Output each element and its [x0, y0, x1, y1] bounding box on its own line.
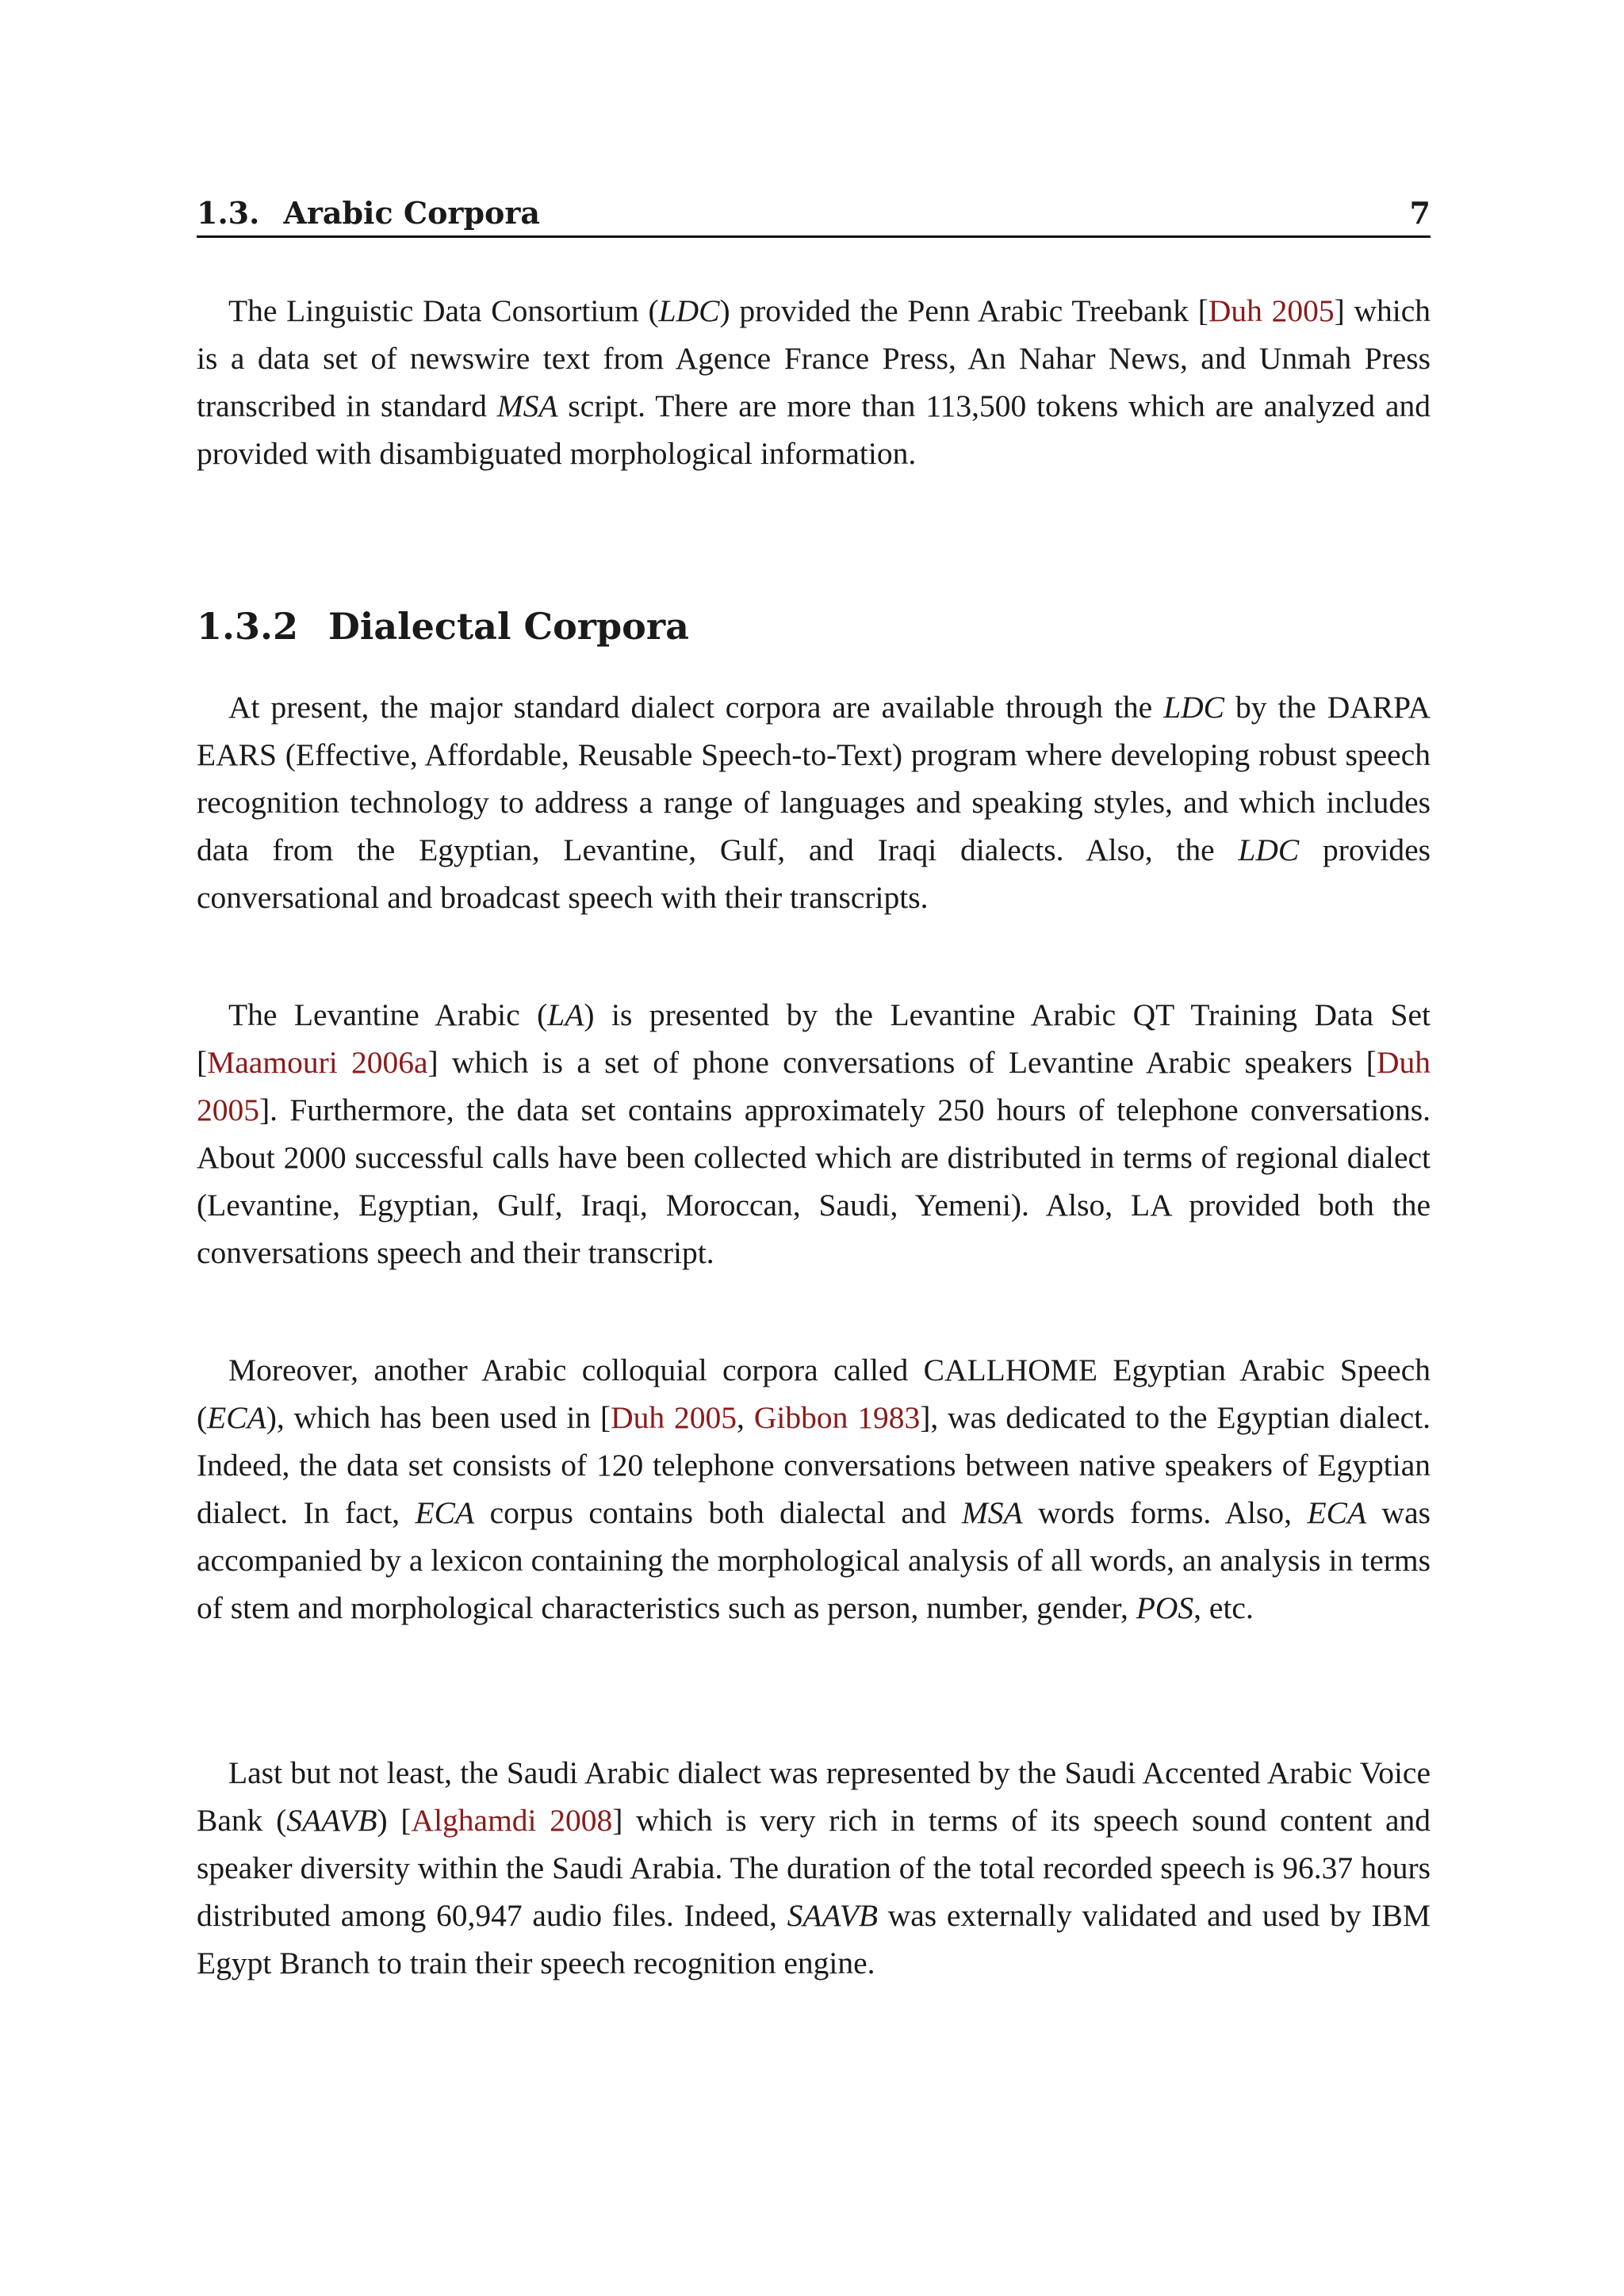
header-section — [197, 195, 540, 231]
paragraph-penn-treebank: The Linguistic Data Consortium (LDC) provided the Penn Arabic Treebank [Duh 2005] which is a data set of newswire text from Agence France Press, An Nahar News, and Unmah Press transcribed in standard MSA script. There are more than 113,500 tokens which are analyzed and provided with disambiguated morphological information. — [197, 293, 1431, 471]
header-section-title: Arabic Corpora — [283, 195, 541, 231]
acronym-msa: MSA — [496, 388, 558, 423]
acronym-eca: ECA — [207, 1400, 266, 1435]
paragraph-darpa-ears: At present, the major standard dialect corpora are available through the LDC by the DARPA EARS (Effective, Affordable, Reusable Speech-to-Text) program where developing robust speech recognition technology to address a range of languages and speaking styles, and which includes data from the Egyptian, Levantine, Gulf, and Iraqi dialects. Also, the LDC provides conversational and broadcast speech with their transcripts. — [197, 690, 1431, 915]
acronym-saavb: SAAVB — [787, 1898, 878, 1933]
acronym-msa: MSA — [961, 1495, 1023, 1530]
acronym-pos: POS — [1136, 1590, 1194, 1625]
citation-link[interactable]: Alghamdi 2008 — [411, 1803, 613, 1838]
subsection-heading — [197, 603, 689, 650]
header-section-number: 1.3. — [197, 195, 260, 231]
acronym-ldc: LDC — [658, 293, 720, 328]
acronym-ldc: LDC — [1163, 690, 1225, 725]
running-header — [197, 189, 1431, 238]
citation-link[interactable]: Duh 2005 — [197, 1045, 1431, 1127]
citation-link[interactable]: Duh 2005 — [611, 1400, 737, 1435]
paragraph-saudi-saavb: Last but not least, the Saudi Arabic dialect was represented by the Saudi Accented Arabic Voice Bank (SAAVB) [Alghamdi 2008] which is very rich in terms of its speech sound content and speaker diversity within the Saudi Arabia. The duration of the total recorded speech is 96.37 hours distributed among 60,947 audio files. Indeed, SAAVB was externally validated and used by IBM Egypt Branch to train their speech recognition engine. — [197, 1755, 1431, 1980]
paragraph-callhome-egyptian: Moreover, another Arabic colloquial corpora called CALLHOME Egyptian Arabic Speech (ECA), which has been used in [Duh 2005, Gibbon 1983], was dedicated to the Egyptian dialect. Indeed, the data set consists of 120 telephone conversations between native speakers of Egyptian dialect. In fact, ECA corpus contains both dialectal and MSA words forms. Also, ECA was accompanied by a lexicon containing the morphological analysis of all words, an analysis in terms of stem and morphological characteristics such as person, number, gender, POS, etc. — [197, 1353, 1431, 1625]
acronym-ldc: LDC — [1238, 832, 1300, 867]
paragraph-levantine-arabic: The Levantine Arabic (LA) is presented by the Levantine Arabic QT Training Data Set [Maamouri 2006a] which is a set of phone conversations of Levantine Arabic speakers [Duh 2005]. Furthermore, the data set contains approximately 250 hours of telephone conversations. About 2000 successful calls have been collected which are distributed in terms of regional dialect (Levantine, Egyptian, Gulf, Iraqi, Moroccan, Saudi, Yemeni). Also, LA provided both the conversations speech and their transcript. — [197, 997, 1431, 1270]
subsection-number: 1.3.2 — [197, 605, 299, 648]
citation-link[interactable]: Duh 2005 — [1208, 293, 1335, 328]
citation-link[interactable]: Maamouri 2006a — [207, 1045, 428, 1080]
acronym-eca: ECA — [415, 1495, 475, 1530]
acronym-eca: ECA — [1307, 1495, 1367, 1530]
page-number: 7 — [1409, 195, 1431, 231]
citation-link[interactable]: Gibbon 1983 — [753, 1400, 921, 1435]
subsection-title: Dialectal Corpora — [328, 605, 689, 648]
acronym-la: LA — [547, 997, 584, 1032]
acronym-saavb: SAAVB — [286, 1803, 377, 1838]
